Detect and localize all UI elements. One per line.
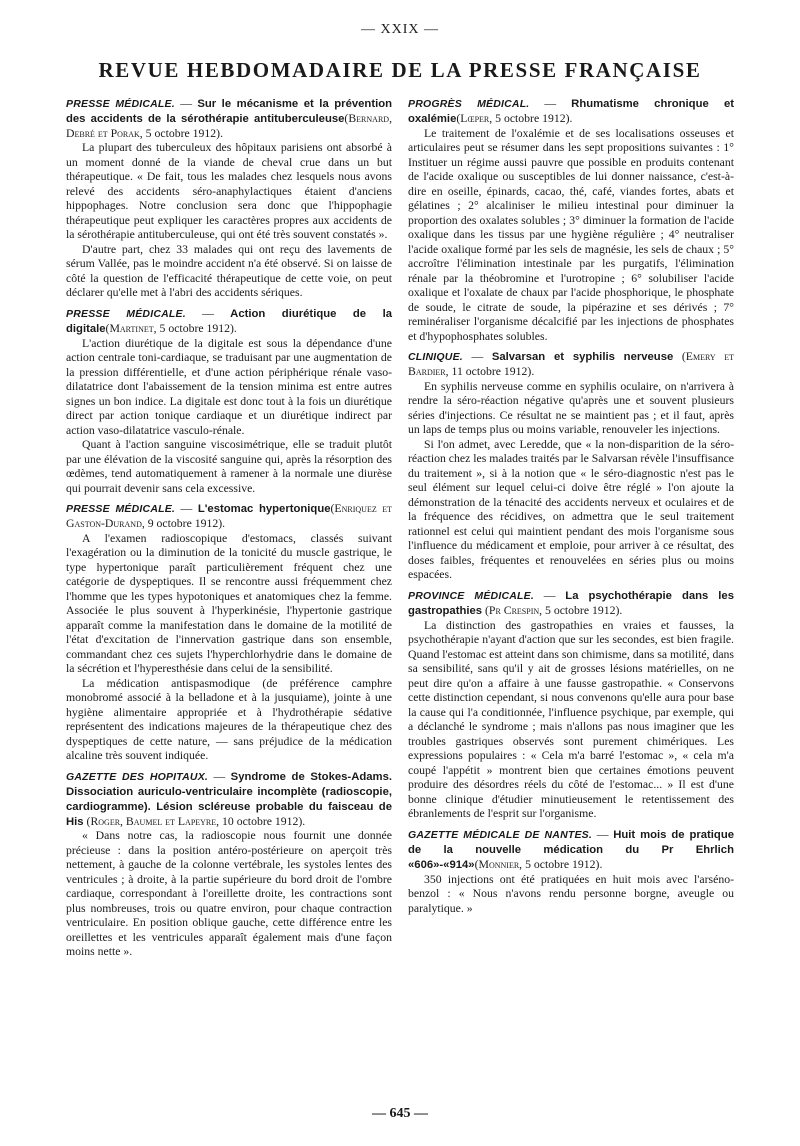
page-footer-number: — 645 — [372, 1106, 428, 1121]
article-paragraph: La plupart des tuberculeux des hôpitaux parisiens ont absorbé à un moment donné de la viande de cheval crue dans un but thérapeutique. « De fait, tous les malades chez lesquels nous avons relevé des accidents séro-anaphylactiques étaient d'anciens hippophages. Notre conclusion sera donc que l'hippophagie thérapeutique peut expliquer les caractères propres aux accidents de la sérothérapie antituberculeuse, qui ont été très souvent constatés ». [66, 141, 392, 242]
article-authors: (Martinet, [105, 321, 157, 335]
article-source: PROVINCE MÉDICALE. [408, 589, 534, 602]
article-paragraph: A l'examen radioscopique d'estomacs, classés suivant l'exagération ou la diminution de la tonicité du muscle gastrique, le type hypertonique paraît particulièrement fréquent chez une catégorie de dyspeptiques. Il se rencontre aussi fréquemment chez l'homme que les types hypotoniques et anatomiques chez la femme. Associée le plus souvent à l'hyperkinésie, l'hypertonie gastrique apparaît comme la manifestation dans le domaine de la motilité de l'état d'excitation de l'innervation gastrique dans son ensemble, commandant chez ces sujets l'hyperchlorhydrie dans le domaine de la sécrétion et l'hyperesthésie dans celui de la sensibilité. [66, 531, 392, 676]
article-paragraph: 350 injections ont été pratiquées en huit mois avec l'arséno-benzol : « Nous n'avons rendu personne borgne, aveugle ou paralytique. » [408, 872, 734, 915]
article-title: Rhumatisme chronique et oxalémie [408, 98, 735, 125]
article-heading [408, 97, 734, 127]
right-column [408, 97, 734, 922]
article-date: 5 octobre 1912). [142, 126, 224, 140]
journal-masthead: REVUE HEBDOMADAIRE DE LA PRESSE FRANÇAISE [98, 58, 702, 82]
article-authors: (Roger, Baumel et Lapeyre, [83, 814, 220, 828]
article-authors: (Bernard, Debré et Porak, [66, 111, 392, 140]
heading-dash: — [462, 350, 492, 364]
article-paragraph: La médication antispasmodique (de préférence camphre monobromé associé à la belladone et à la jusquiame), jointe à une hygiène alimentaire appropriée et à l'hydrothérapie sédative représentent des indications majeures de la thérapeutique chez des dyspeptiques de cette nature, — sans préjudice de la médication alcaline très souvent indiquée. [66, 676, 392, 763]
article [66, 770, 392, 960]
article-paragraph: D'autre part, chez 33 malades qui ont reçu des lavements de sérum Vallée, pas le moindre accident n'a été observé. Si on laisse de côté la question de l'efficacité thérapeutique de cette voie, on peut déclarer qu'elle met à l'abri des accidents sériques. [66, 242, 392, 300]
article-paragraph: Le traitement de l'oxalémie et de ses localisations osseuses et articulaires peut se résumer dans les sept propositions suivantes : 1° Instituer un régime aussi pauvre que possible en produits contenant de l'acide oxalique ou susceptibles de lui donner naissance, c'est-à-dire en oseille, épinards, cacao, thé, café, viandes fortes, abats et gélatines ; 2° alcaliniser le milieu intestinal pour diminuer la proportion des oxalates solubles ; 3° diminuer la formation de l'acide oxalique dans les tissus par une hygiène régulière ; 4° neutraliser l'acide oxalique formé par les sels de magnésie, les sels de chaux ; 5° accroître l'élimination intestinale par les purgatifs, l'élimination rénale par la théobromine et l'urotropine ; 6° solubiliser l'acide oxalique et l'oxalate de chaux par l'acide phosphorique, le phosphate de soude, le citrate de soude, la pipérazine et ses dérivés ; 7° reminéraliser l'organisme décalcifié par les injections de phosphates et d'hypophosphates solubles. [408, 126, 734, 343]
article-source: GAZETTE DES HOPITAUX. [66, 770, 209, 783]
article-date: 9 octobre 1912). [144, 517, 226, 531]
article-date: 5 octobre 1912). [542, 603, 623, 617]
heading-dash: — [533, 588, 566, 602]
article-source: GAZETTE MÉDICALE DE NANTES. [408, 828, 592, 841]
article-title: L'estomac hypertonique [197, 503, 331, 516]
article-source: PROGRÈS MÉDICAL. [408, 98, 530, 110]
article-paragraph: Quant à l'action sanguine viscosimétrique, elle se traduit plutôt par une élévation de la viscosité sanguine qui, après la résorption des œdèmes, tend automatiquement à ramener à la normale une diurèse qui pourrait devenir sans cela excessive. [66, 438, 392, 495]
article-source: PRESSE MÉDICALE. [66, 307, 186, 320]
article-heading [408, 589, 734, 619]
article-paragraph: « Dans notre cas, la radioscopie nous fournit une donnée précieuse : dans la position antéro-postérieure on aperçoit très nettement, à gauche de la colonne vertébrale, les systoles lentes des ventricules ; à droite, à la partie supérieure du bord droit de l'ombre cardiaque, correspondant à l'oreillette droite, les contractions sont plus nombreuses, trois ou quatre environ, pour chaque contraction ventriculaire. En position oblique gauche, cette différence entre les oreillettes et les ventricules apparaît également mais d'une façon moins nette ». [66, 829, 392, 959]
article [408, 350, 734, 582]
article-paragraph: En syphilis nerveuse comme en syphilis oculaire, on n'arrivera à rendre la séro-réaction négative qu'après une et souvent plusieurs séries d'injections. Ce résultat ne se maintient pas ; et il faut, après un laps de temps plus ou moins variable, renouveler les injections. [408, 379, 734, 437]
article [408, 828, 734, 916]
article-title: Sur le mécanisme et la prévention des accidents de la sérothérapie antituberculeuse [66, 98, 393, 125]
article [66, 502, 392, 763]
article-title: La psychothérapie dans les gastropathies [408, 589, 735, 617]
article-date: 5 octobre 1912). [492, 111, 573, 125]
article-heading [66, 307, 392, 337]
article-authors: (Emery et Bardier, [408, 350, 734, 379]
article-authors: (Pr Crespin, [482, 603, 543, 617]
article-paragraph: L'action diurétique de la digitale est sous la dépendance d'une action centrale toni-cardiaque, se traduisant par une augmentation de la pression différentielle, et d'une action périphérique rénale vaso-dilatatrice dont l'abaissement de la tension minima est entre autres signes un bon indice. La digitale est donc tout à la fois un diurétique direct par action tonique cardiaque et un diurétique indirect par action vaso-dilatatrice vasculo-rénale. [66, 336, 392, 437]
heading-dash: — [208, 769, 231, 783]
heading-dash: — [174, 97, 198, 110]
heading-dash: — [175, 502, 198, 516]
article-title: Action diurétique de la digitale [66, 307, 393, 335]
heading-dash: — [185, 306, 231, 320]
article-heading [66, 770, 392, 830]
article-source: CLINIQUE. [408, 351, 463, 364]
article-paragraph: Si l'on admet, avec Leredde, que « la non-disparition de la séro-réaction chez les malades traités par le Salvarsan révèle l'insuffisance du traitement », si à la notion que « le séro-diagnostic n'est pas le seul élément sur lequel celui-ci doive être réglé » l'on ajoute la démonstration de la ténacité des accidents nerveux et oculaires et de la fréquence des récidives, on admettra que le seul traitement rationnel est celui qui maintient pendant des mois l'organisme sous l'influence du médicament et emploie, pour arriver à ce résultat, des doses faibles, fréquentes et renouvelées en séries plus ou moins espacées. [408, 437, 734, 582]
article-date: 5 octobre 1912). [156, 321, 237, 335]
article-heading [66, 97, 392, 141]
article-authors: (Lœper, [456, 111, 493, 125]
heading-dash: — [529, 97, 572, 110]
article-date: 11 octobre 1912). [448, 365, 535, 379]
article [66, 97, 392, 301]
article [408, 589, 734, 822]
article-heading [408, 350, 734, 379]
article-heading [66, 502, 392, 531]
article-title: Huit mois de pratique de la nouvelle médication du Pr Ehrlich «606»-«914» [408, 828, 735, 871]
article-heading [408, 828, 734, 873]
article-paragraph: La distinction des gastropathies en vraies et fausses, la psychothérapie n'ayant d'action que sur les secondes, est bien fragile. Quand l'estomac est atteint dans son chimisme, dans sa motilité, dans sa sensibilité, sans qu'il y ait de grosses lésions matérielles, on ne peut dire qu'on a affaire à une fausse gastropathie. « Conservons cette distinction cependant, si nous convenons qu'elle aura pour base la cause qui l'a conditionnée, l'influence psychique, par exemple, qui a déclanché le syndrome ; mais n'allons pas nous imaginer que les troubles gastriques observés sont purement chimériques. Les expressions populaires : « Cela m'a barré l'estomac », « cela m'a coupé l'appétit » montrent bien que certaines émotions peuvent produire des désordres réels du côté de l'estomac... » Il est d'une bonne clinique d'étudier minutieusement le retentissement des ébranlements de l'esprit sur l'organisme. [408, 618, 734, 821]
page-header-number: — XXIX — [361, 22, 439, 37]
article-date: 10 octobre 1912). [219, 814, 306, 828]
article-date: 5 octobre 1912). [522, 857, 603, 871]
article-source: PRESSE MÉDICALE. [66, 503, 176, 516]
article-authors: (Monnier, [474, 857, 523, 871]
article [66, 307, 392, 496]
article-source: PRESSE MÉDICALE. [66, 98, 175, 110]
article-authors: (Enriquez et Gaston-Durand, [66, 502, 392, 531]
heading-dash: — [592, 827, 614, 841]
article [408, 97, 734, 344]
left-column [66, 97, 392, 966]
article-title: Salvarsan et syphilis nerveuse [491, 351, 674, 364]
article-title: Syndrome de Stokes-Adams. Dissociation auriculo-ventriculaire incomplète (radioscopie, cardiogramme). Lésion scléreuse probable du faisceau de His [66, 770, 393, 828]
